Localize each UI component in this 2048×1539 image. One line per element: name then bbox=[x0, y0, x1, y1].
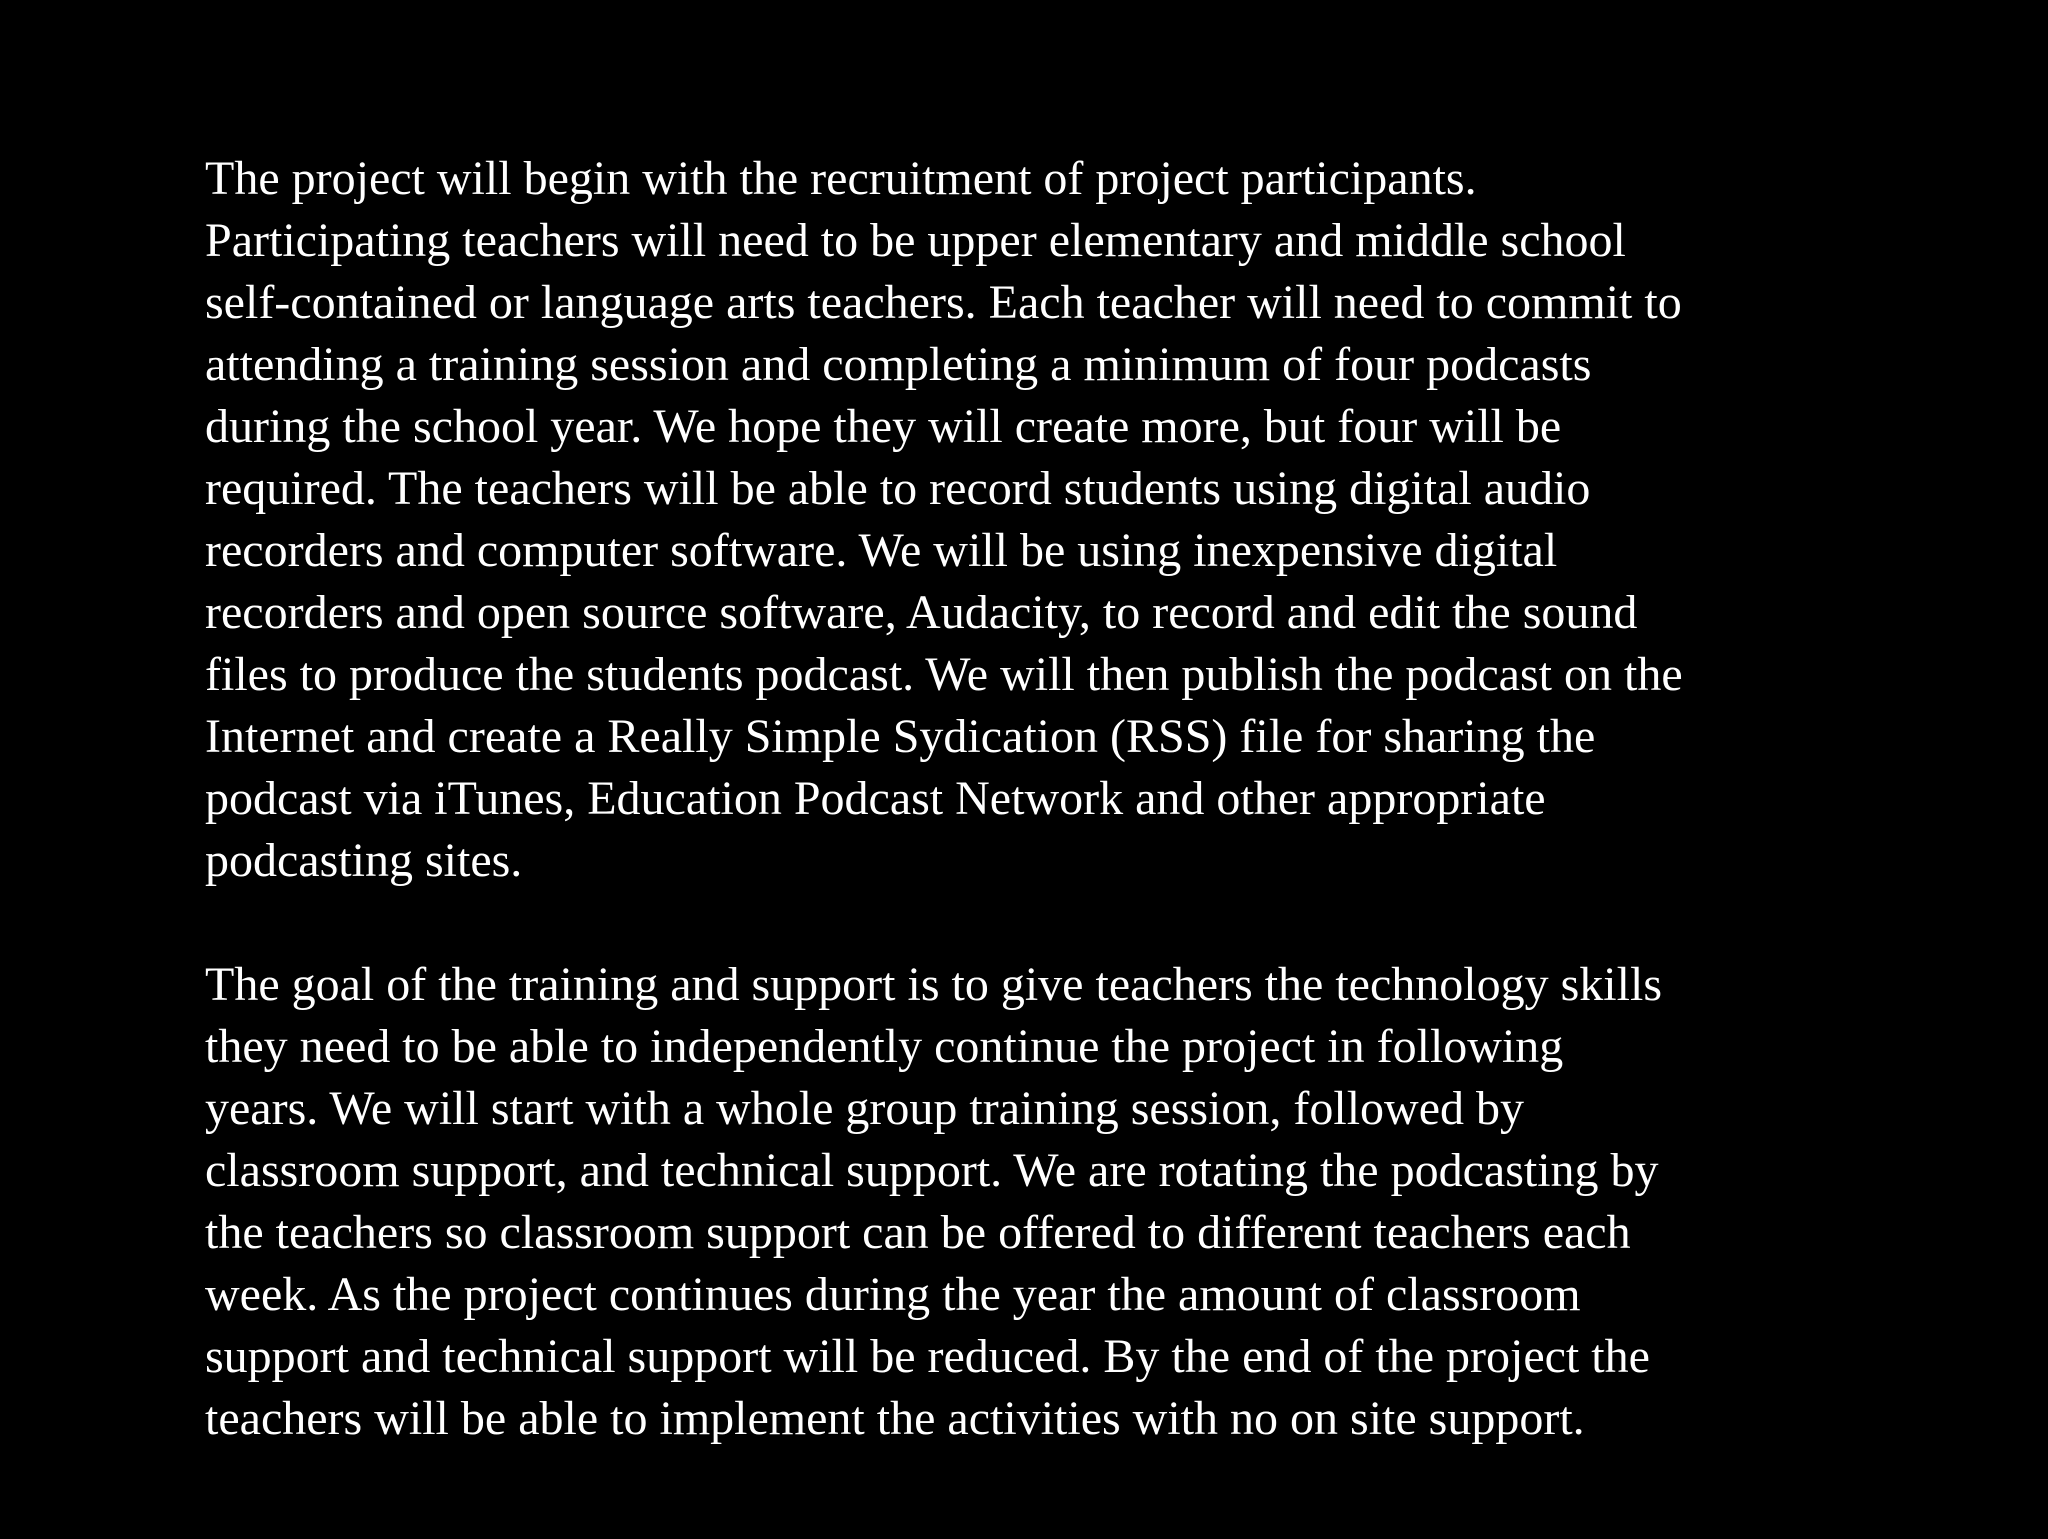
text-line: podcasting sites. bbox=[205, 834, 523, 887]
text-line: attending a training session and completing a minimum of four podcasts bbox=[205, 338, 1592, 391]
text-line: recorders and open source software, Audacity, to record and edit the sound bbox=[205, 586, 1638, 639]
text-line: Participating teachers will need to be upper elementary and middle school bbox=[205, 214, 1626, 267]
text-line: classroom support, and technical support. We are rotating the podcasting by bbox=[205, 1144, 1659, 1197]
text-line: week. As the project continues during the year the amount of classroom bbox=[205, 1268, 1581, 1321]
text-line: they need to be able to independently continue the project in following bbox=[205, 1020, 1564, 1073]
text-line: recorders and computer software. We will be using inexpensive digital bbox=[205, 524, 1558, 577]
text-line: years. We will start with a whole group training session, followed by bbox=[205, 1082, 1525, 1135]
paragraph-training-goal bbox=[205, 954, 2005, 1450]
text-line: files to produce the students podcast. We will then publish the podcast on the bbox=[205, 648, 1683, 701]
text-line: teachers will be able to implement the activities with no on site support. bbox=[205, 1392, 1585, 1445]
text-line: podcast via iTunes, Education Podcast Network and other appropriate bbox=[205, 772, 1546, 825]
text-line: Internet and create a Really Simple Sydication (RSS) file for sharing the bbox=[205, 710, 1596, 763]
text-line: The goal of the training and support is to give teachers the technology skills bbox=[205, 958, 1662, 1011]
body-text bbox=[205, 148, 2005, 1450]
text-line: support and technical support will be reduced. By the end of the project the bbox=[205, 1330, 1650, 1383]
text-line: self-contained or language arts teachers. Each teacher will need to commit to bbox=[205, 276, 1682, 329]
text-line: required. The teachers will be able to record students using digital audio bbox=[205, 462, 1591, 515]
text-line: the teachers so classroom support can be offered to different teachers each bbox=[205, 1206, 1631, 1259]
text-line: during the school year. We hope they will create more, but four will be bbox=[205, 400, 1562, 453]
paragraph-project-plan bbox=[205, 148, 2005, 892]
text-line: The project will begin with the recruitment of project participants. bbox=[205, 152, 1477, 205]
